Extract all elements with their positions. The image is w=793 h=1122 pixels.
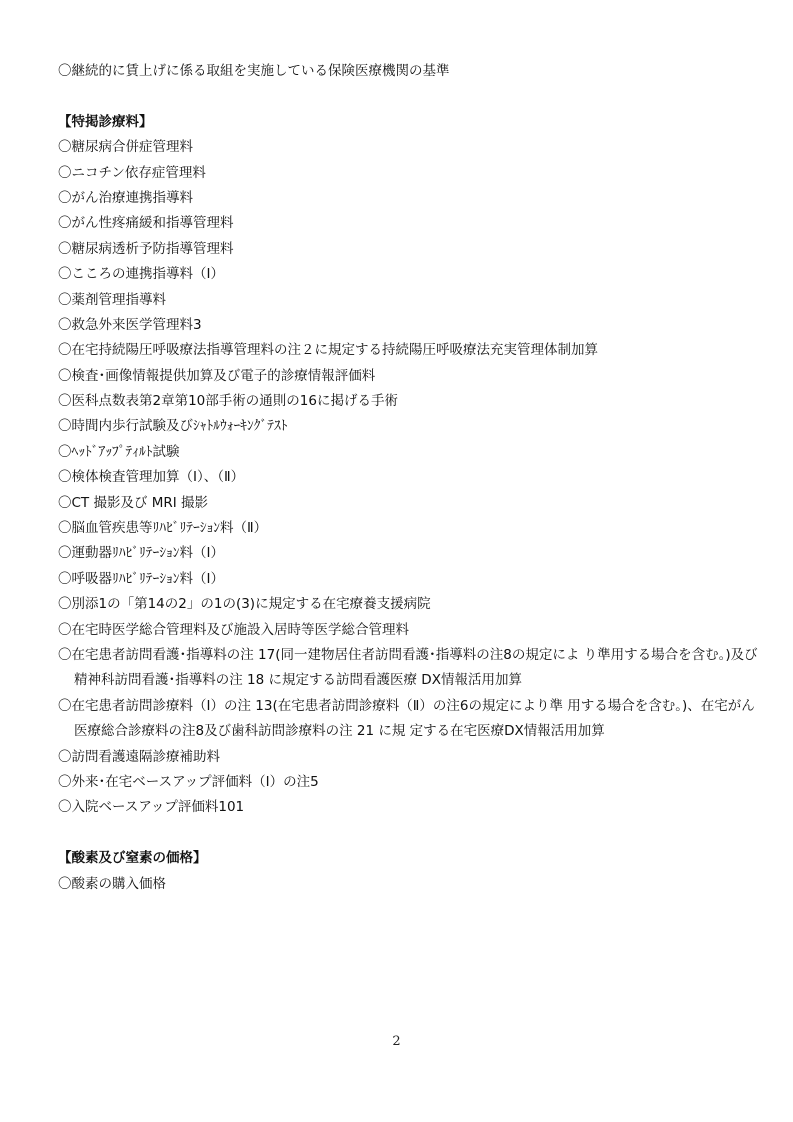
- section-heading-tokkei: 【特掲診療料】: [58, 113, 153, 130]
- intro-item: 〇継続的に賃上げに係る取組を実施している保険医療機関の基準: [58, 63, 450, 79]
- list-item: 〇入院ベースアップ評価料101: [58, 799, 245, 816]
- list-item: 〇検体検査管理加算（Ⅰ）、（Ⅱ）: [58, 469, 245, 486]
- list-item: 〇別添1の「第14の2」の1の(3)に規定する在宅療養支援病院: [58, 596, 431, 613]
- list-item: 〇医科点数表第2章第10部手術の通則の16に掲げる手術: [58, 393, 398, 410]
- list-item: 〇在宅持続陽圧呼吸療法指導管理料の注２に規定する持続陽圧呼吸療法充実管理体制加算: [58, 342, 598, 359]
- list-item: 〇ﾍｯﾄﾞｱｯﾌﾟﾃｨﾙﾄ試験: [58, 443, 180, 460]
- document-body: [58, 59, 758, 897]
- list-item: 〇検査･画像情報提供加算及び電子的診療情報評価料: [58, 367, 376, 384]
- list-item: 〇救急外来医学管理料3: [58, 316, 202, 333]
- list-item: 〇CT 撮影及び MRI 撮影: [58, 494, 209, 511]
- list-item: 〇糖尿病合併症管理料: [58, 139, 193, 156]
- spacer: [58, 84, 758, 109]
- section-heading-gas-price: 【酸素及び窒素の価格】: [58, 850, 207, 867]
- list-item: 〇時間内歩行試験及びｼｬﾄﾙｳｫｰｷﾝｸﾞﾃｽﾄ: [58, 418, 288, 435]
- list-item: 〇外来･在宅ベースアップ評価料（Ⅰ）の注5: [58, 774, 319, 790]
- list-item: 〇在宅時医学総合管理料及び施設入居時等医学総合管理料: [58, 621, 409, 638]
- list-item: 〇訪問看護遠隔診療補助料: [58, 748, 220, 765]
- list-item: 〇酸素の購入価格: [58, 875, 166, 892]
- list-item: 〇糖尿病透析予防指導管理料: [58, 240, 234, 257]
- list-item: 〇脳血管疾患等ﾘﾊﾋﾞﾘﾃｰｼｮﾝ料（Ⅱ）: [58, 520, 268, 537]
- list-item: 〇こころの連携指導料（Ⅰ）: [58, 266, 224, 283]
- list-item: 〇薬剤管理指導料: [58, 291, 166, 308]
- list-item: 〇がん性疼痛緩和指導管理料: [58, 215, 234, 232]
- list-item: 〇在宅患者訪問診療料（Ⅰ）の注 13(在宅患者訪問診療料（Ⅱ）の注6の規定により準 用する場合を含む。)、在宅がん医療総合診療料の注8及び歯科訪問診療料の注 21 に規 定する在宅医療DX情報活用加算: [58, 697, 755, 740]
- list-item: 〇在宅患者訪問看護･指導料の注 17(同一建物居住者訪問看護･指導料の注8の規定によ り準用する場合を含む。)及び精神科訪問看護･指導料の注 18 に規定する訪問看護医療 DX情報活用加算: [58, 646, 758, 689]
- list-item: 〇ニコチン依存症管理料: [58, 164, 206, 181]
- page-number: 2: [392, 1034, 401, 1049]
- list-item: 〇運動器ﾘﾊﾋﾞﾘﾃｰｼｮﾝ料（Ⅰ）: [58, 545, 224, 562]
- list-item: 〇がん治療連携指導料: [58, 189, 193, 206]
- spacer: [58, 821, 758, 846]
- list-item: 〇呼吸器ﾘﾊﾋﾞﾘﾃｰｼｮﾝ料（Ⅰ）: [58, 570, 224, 587]
